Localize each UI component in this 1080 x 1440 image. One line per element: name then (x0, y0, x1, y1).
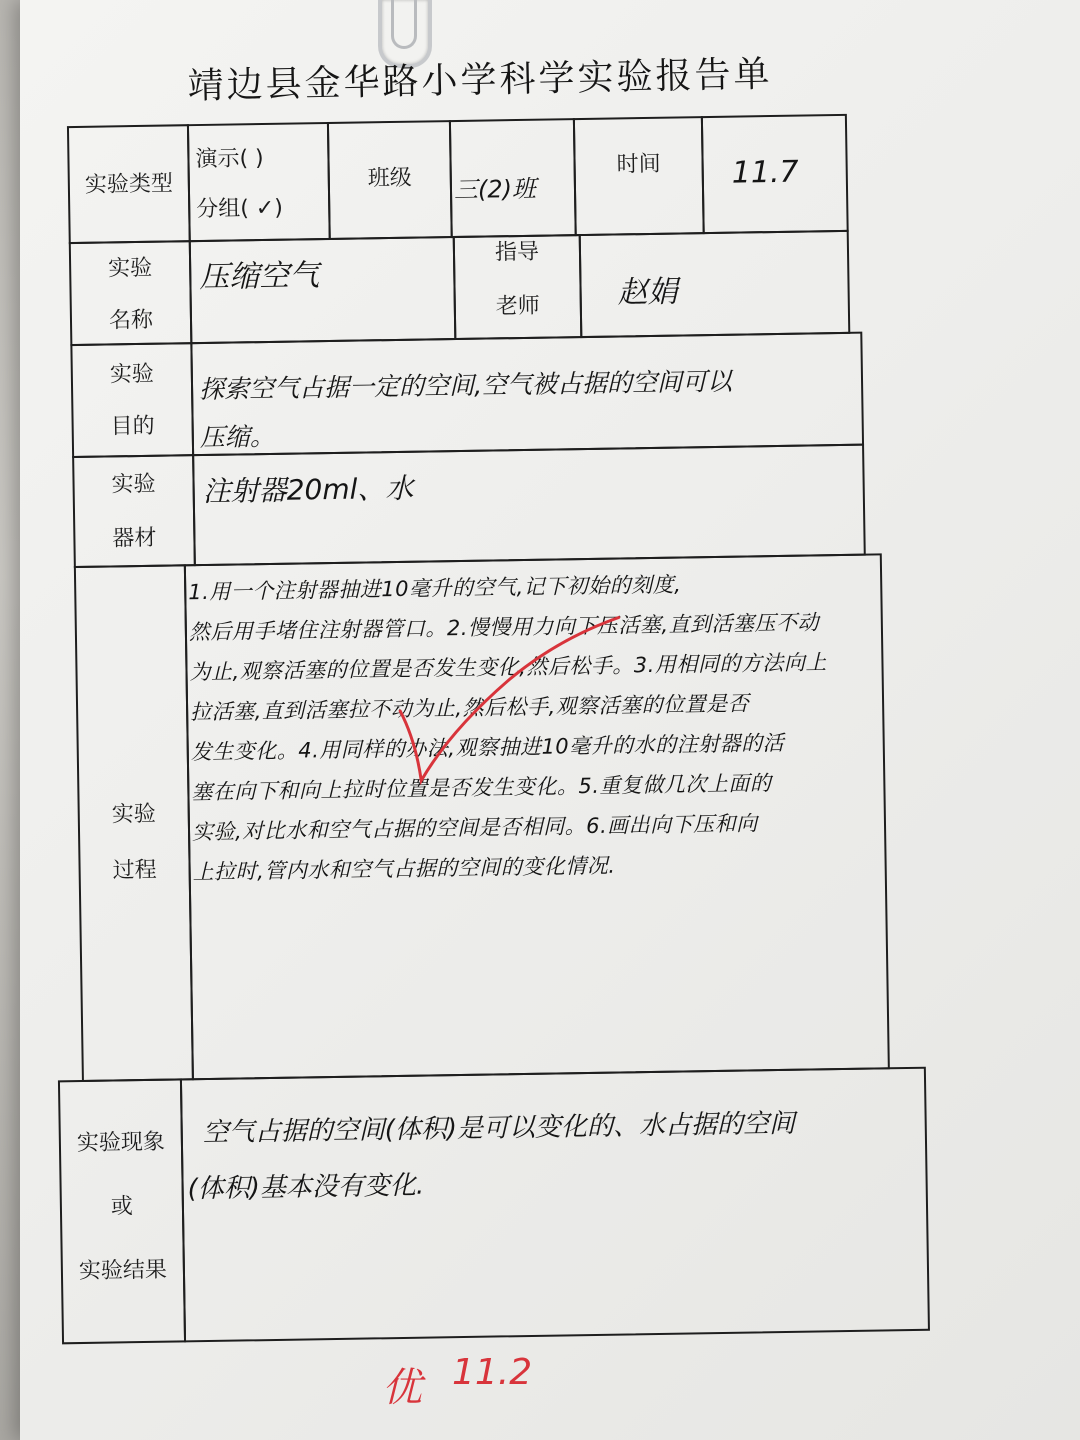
process-line: 上拉时,管内水和空气占据的空间的变化情况. (192, 853, 616, 885)
class-value: 三(2)班 (453, 174, 537, 205)
name-label-line2: 名称 (108, 307, 154, 334)
process-label-line2: 过程 (112, 857, 157, 884)
time-label: 时间 (616, 151, 661, 178)
result-line2: (体积)基本没有变化. (187, 1170, 425, 1205)
time-value: 11.7 (731, 154, 799, 191)
purpose-label-line2: 目的 (110, 413, 155, 440)
grade-mark: 优 (382, 1365, 422, 1411)
process-line: 1.用一个注射器抽进10毫升的空气,记下初始的刻度, (188, 572, 682, 605)
process-line: 然后用手堵住注射器管口。2.慢慢用力向下压活塞,直到活塞压不动 (188, 610, 820, 645)
name-label-line1: 实验 (107, 255, 153, 282)
experiment-name: 压缩空气 (199, 258, 320, 296)
red-check-icon (389, 607, 652, 791)
equipment-value: 注射器20ml、水 (202, 471, 414, 509)
purpose-line1: 探索空气占据一定的空间,空气被占据的空间可以 (198, 366, 733, 405)
result-line1: 空气占据的空间(体积)是可以变化的、水占据的空间 (202, 1108, 796, 1149)
option-group: 分组( ✓) (196, 195, 284, 223)
process-line: 发生变化。4.用同样的办法,观察抽进10毫升的水的注射器的活 (190, 730, 785, 765)
teacher-label-line2: 老师 (495, 293, 541, 320)
result-label-line1: 实验现象 (76, 1129, 166, 1157)
equipment-label-line2: 器材 (112, 525, 157, 552)
type-label: 实验类型 (84, 171, 174, 198)
option-demo: 演示( ) (195, 146, 264, 173)
process-line: 实验,对比水和空气占据的空间是否相同。6.画出向下压和向 (191, 811, 758, 845)
result-label-line3: 实验结果 (78, 1257, 168, 1285)
teacher-signature: 赵娟 (617, 274, 678, 311)
purpose-line2: 压缩。 (199, 421, 276, 453)
grade-date: 11.2 (452, 1352, 533, 1393)
process-line: 拉活塞,直到活塞拉不动为止,然后松手,观察活塞的位置是否 (189, 691, 750, 725)
page-title: 靖边县金华路小学科学实验报告单 (187, 53, 773, 108)
teacher-label-line1: 指导 (494, 239, 540, 266)
process-label-line1: 实验 (111, 801, 156, 828)
purpose-label-line1: 实验 (109, 361, 155, 388)
result-label-line2: 或 (110, 1194, 134, 1220)
process-line: 塞在向下和向上拉时位置是否发生变化。5.重复做几次上面的 (191, 771, 772, 805)
class-label: 班级 (367, 165, 412, 192)
equipment-label-line1: 实验 (111, 471, 156, 498)
process-line: 为止,观察活塞的位置是否发生变化,然后松手。3.用相同的方法向上 (189, 650, 828, 685)
